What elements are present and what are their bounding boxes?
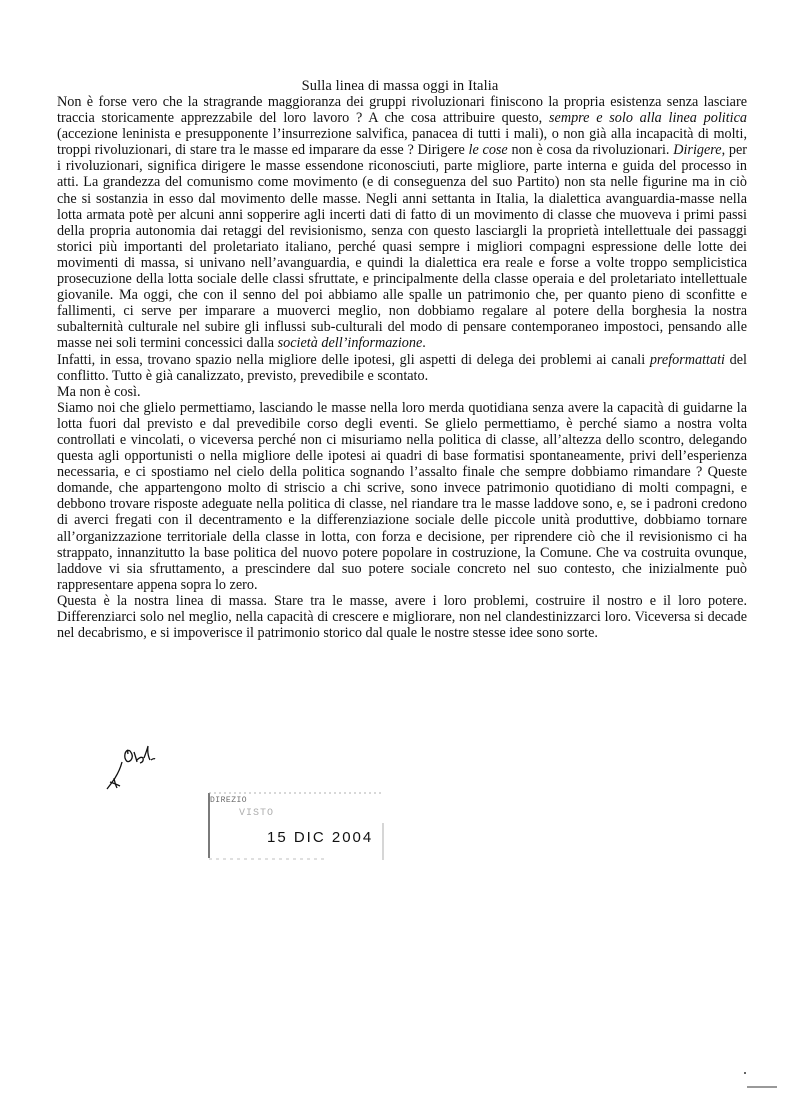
text-run: . [422, 335, 426, 352]
text-run: (accezione leninista e presupponente l’insurrezione salvifica, panacea di tutti i mali), o non già alla incapacità di molti, troppi rivoluzionari, di stare tra le masse ed imparare da esse ? Dirigere [57, 126, 747, 159]
text-run: del conflitto. Tutto è già canalizzato, previsto, prevedibile e scontato. [57, 351, 747, 384]
text-run: , per i rivoluzionari, significa dirigere le masse essendone riconosciuti, parte migliore, parte interna e guida del processo in atti. La grandezza del comunismo come movimento (e di conseguenza del suo Partito) non sta nelle figurine ma in ciò che si sostanzia in esso dal movimento delle masse. Negli anni settanta in Italia, la dialettica avanguardia-masse nella lotta armata potè per alcuni anni sopperire agli incerti dati di fatto di un movimento di classe che muoveva i primi passi della propria autonomia dai retaggi del revisionismo, senza con questo lasciargli la proprietà intellettuale dei passaggi storici più importanti del proletariato italiano, perché quasi sempre i migliori compagni espressione delle lotte dei movimenti di massa, si univano nell’avanguardia, e quindi la dialettica era reale e forse a volte troppo semplicistica prosecuzione della lotta sociale delle classi sfruttate, e principalmente della classe operaia e del proletariato intellettuale giovanile. Ma oggi, che con il senno del poi abbiamo alle spalle un patrimonio che, per quanto pieno di sconfitte e fallimenti, ci serve per imparare a muoverci meglio, non dobbiamo regalare al potere della borghesia la nostra subalternità culturale nel subire gli influssi sub-culturali del modo di pensare contemporaneo impostoci, pensando alle masse nei soli termini concessici dalla [57, 142, 747, 352]
text-run: Questa è la nostra linea di massa. Stare tra le masse, avere i loro problemi, costruire il nostro e il loro potere. Differenziarci solo nel meglio, nella capacità di crescere e migliorare, non nel clandestinizzarci loro. Viceversa si decade nel decabrismo, e si impoverisce il patrimonio storico dal quale le nostre stesse idee sono sorte. [57, 592, 747, 642]
document-body [57, 94, 747, 641]
paragraph [57, 384, 747, 400]
italic-text: società dell’informazione [277, 335, 423, 352]
italic-text: le cose [468, 142, 508, 159]
stamp-date: 15 DIC 2004 [267, 829, 374, 846]
italic-text: sempre e solo alla linea politica [549, 110, 747, 127]
paragraph [57, 400, 747, 593]
italic-text: Dirigere [673, 142, 722, 159]
scan-edge-mark [735, 1070, 785, 1095]
stamp-visto: VISTO [239, 808, 275, 819]
document-title: Sulla linea di massa oggi in Italia [301, 78, 499, 94]
stamp-office: DIREZIO [210, 796, 248, 805]
text-run: Ma non è così. [57, 383, 141, 400]
handwritten-signature [100, 738, 160, 798]
italic-text: preformattati [649, 351, 725, 368]
text-run: Infatti, in essa, trovano spazio nella migliore delle ipotesi, gli aspetti di delega dei problemi ai canali [57, 351, 650, 368]
paragraph [57, 352, 747, 384]
text-run: Siamo noi che glielo permettiamo, lasciando le masse nella loro merda quotidiana senza avere la capacità di guidarne la lotta fuori dal previsto e dal prevedibile corso degli eventi. Se glielo permettiamo, è perché siamo a nostra volta controllati e vincolati, o viceversa perché non ci misuriamo nella politica di classe, all’altezza dello scontro, delegando questa agli opportunisti o nella migliore delle ipotesi ai quadri di base formatisi spontaneamente, privi dell’esperienza necessaria, e ci spostiamo nel cielo della politica sognando l’assalto finale che sempre dobbiamo rimandare ? Queste domande, che appartengono molto di striscio a chi scrive, sono invece patrimonio quotidiano di molti compagni, e debbono trovare risposte adeguate nella politica di classe, nel riandare tra le masse laddove sono, e, se i padroni credono di averci fregati con il decentramento e la differenziazione sociale delle piccole unità produttive, dobbiamo tornare all’organizzazione territoriale della classe in lotta, con forza e decisione, per riprendere ciò che il revisionismo ci ha strappato, innanzitutto la base politica del nuovo potere popolare in costruzione, la Comune. Che va costruita ovunque, laddove vi sia sfruttamento, a prescindere dal suo potere sociale concreto nel suo contesto, che inizialmente può rappresentare appena sopra lo zero. [57, 399, 747, 593]
paragraph [57, 94, 747, 352]
received-stamp [207, 790, 385, 862]
text-run: Non è forse vero che la stragrande maggioranza dei gruppi rivoluzionari finiscono la propria esistenza senza lasciare traccia storicamente apprezzabile del loro lavoro ? A che cosa attribuire questo, [57, 94, 747, 127]
text-run: non è cosa da rivoluzionari. [507, 142, 674, 159]
paragraph [57, 593, 747, 641]
